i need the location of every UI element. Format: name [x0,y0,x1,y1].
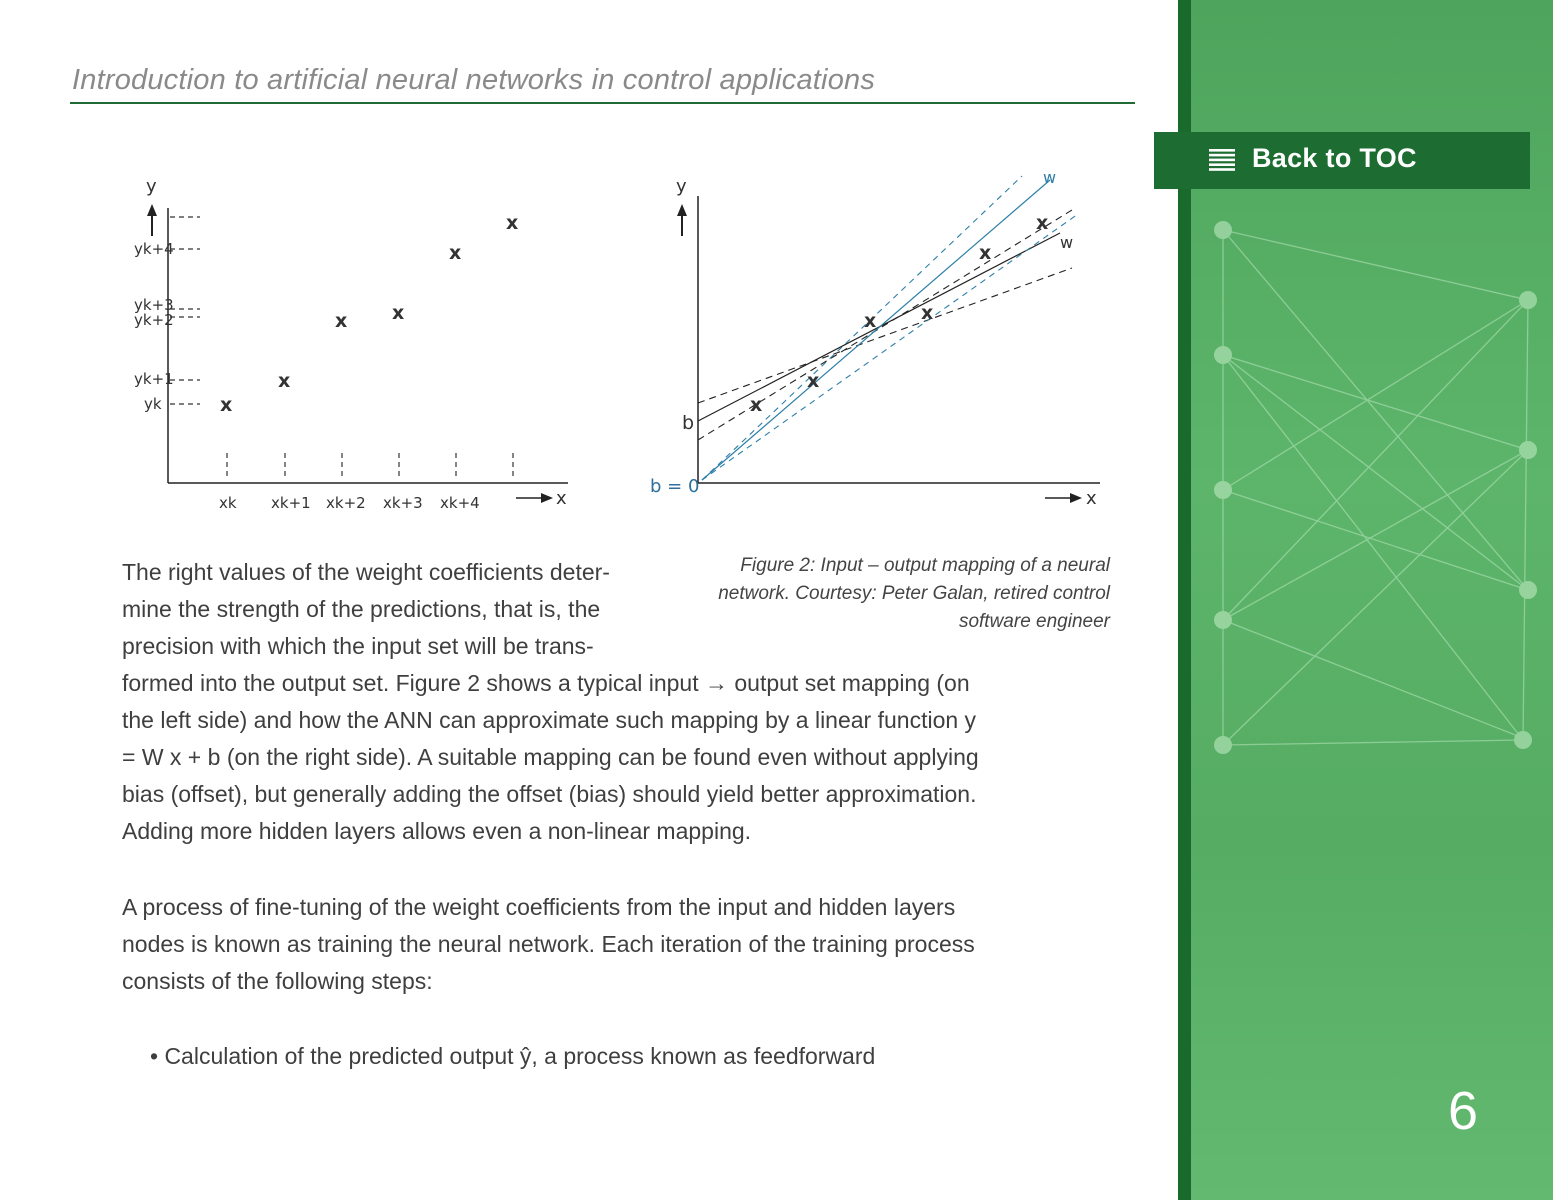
left-point: x [392,302,405,324]
text-line: formed into the output set. Figure 2 shows a typical input → output set mapping (on [122,670,970,696]
x-label-k3: xk+3 [383,494,423,512]
figure-caption [690,552,1110,636]
text-line: A process of fine-tuning of the weight coefficients from the input and hidden layers [122,894,956,920]
y-label-k1: yk+1 [134,370,174,388]
y-label-k3: yk+3 [134,296,174,314]
left-point: x [449,242,462,264]
w-label-blue: w [1043,168,1057,187]
paragraph-2 [122,889,1112,1000]
back-to-toc-button[interactable] [1154,132,1530,189]
zero-bias-label: b = 0 [650,476,700,497]
right-point: x [864,310,877,332]
figure-right-linear-approximation [640,168,1110,528]
right-point: x [921,302,934,324]
caption-line: network. Courtesy: Peter Galan, retired control [718,583,1110,604]
header-divider [70,102,1135,104]
w-label-black: w [1060,233,1074,252]
bullet-item-feedforward: • Calculation of the predicted output ŷ, a process known as feedforward [150,1043,876,1069]
right-point: x [1036,212,1049,234]
right-x-axis-label: x [1086,488,1097,509]
left-point: x [278,370,291,392]
figure-left-input-output-plot [118,168,598,528]
text-line: the left side) and how the ANN can approximate such mapping by a linear function y [122,707,977,733]
y-label-k: yk [144,395,162,413]
back-to-toc-label: Back to TOC [1252,143,1417,173]
left-point: x [220,394,233,416]
x-label-k1: xk+1 [271,494,311,512]
caption-line: software engineer [958,611,1110,632]
x-label-k: xk [219,494,237,512]
text-line: bias (offset), but generally adding the offset (bias) should yield better approximation. [122,781,977,807]
right-point: x [750,394,763,416]
text-line: precision with which the input set will be trans- [122,633,594,659]
text-line: Adding more hidden layers allows even a non-linear mapping. [122,818,752,844]
list-icon [1209,149,1235,171]
paragraph-1-wrapped [122,554,682,665]
text-line: mine the strength of the predictions, that is, the [122,596,601,622]
left-x-axis-label: x [556,488,567,509]
right-point: x [807,370,820,392]
text-line: consists of the following steps: [122,968,433,994]
bias-label: b [682,412,695,434]
caption-line: Figure 2: Input – output mapping of a neural [740,555,1110,576]
left-y-axis-label: y [146,176,157,197]
page-header-title: Introduction to artificial neural networks in control applications [72,64,876,96]
left-point: x [335,310,348,332]
x-label-k2: xk+2 [326,494,366,512]
right-y-axis-label: y [676,176,687,197]
y-label-k4: yk+4 [134,240,174,258]
text-line: The right values of the weight coefficients deter- [122,559,610,585]
text-line: nodes is known as training the neural network. Each iteration of the training process [122,931,975,957]
left-point: x [506,212,519,234]
paragraph-1-full [122,665,1112,850]
right-point: x [979,242,992,264]
page-number: 6 [1448,1081,1479,1141]
x-label-k4: xk+4 [440,494,480,512]
y-label-k2: yk+2 [134,311,174,329]
text-line: = W x + b (on the right side). A suitable mapping can be found even without applying [122,744,979,770]
